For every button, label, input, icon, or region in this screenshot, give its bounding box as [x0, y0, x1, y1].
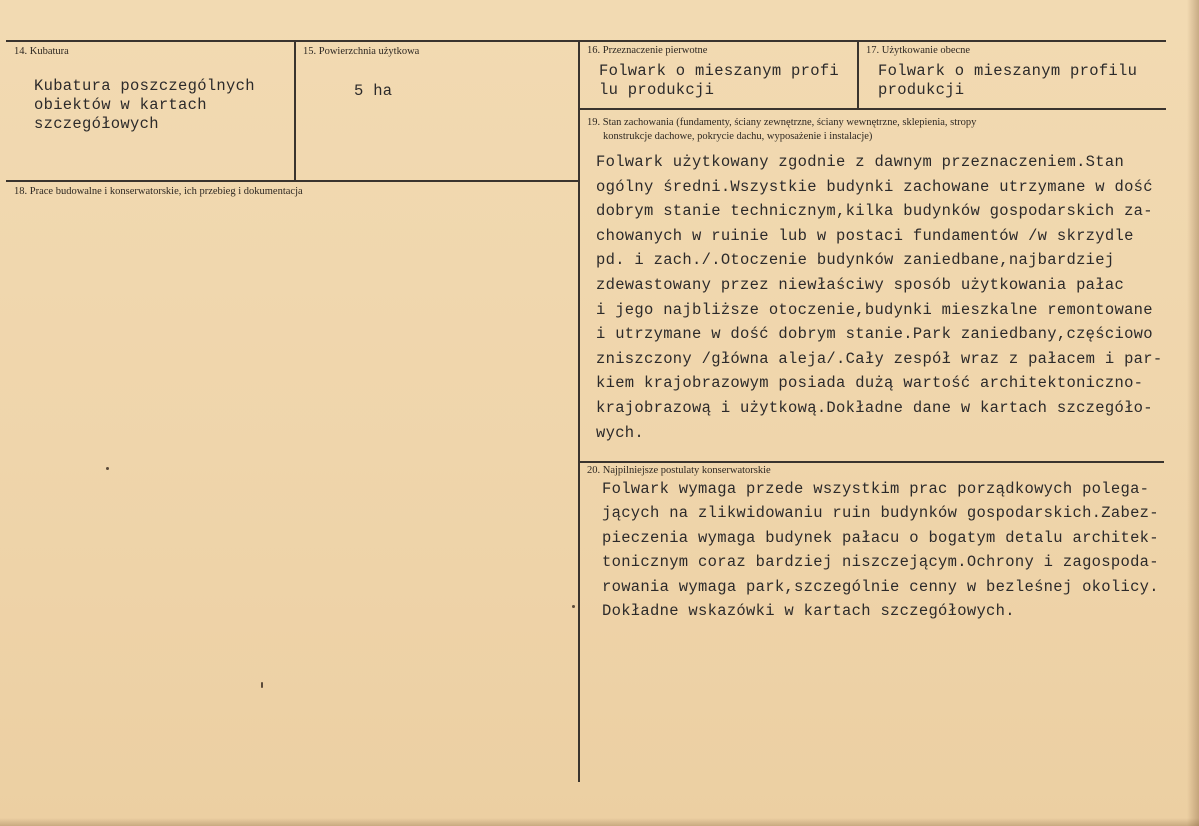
field-15-label: 15. Powierzchnia użytkowa: [303, 46, 420, 57]
paper-edge-right: [1187, 0, 1199, 826]
field-19-label: [587, 116, 976, 144]
rule-right-top: [578, 108, 1166, 110]
paper-speck: [106, 467, 109, 470]
field-20-line: jących na zlikwidowaniu ruin budynków gospodarskich.Zabez-: [602, 504, 1159, 523]
field-16-line: Folwark o mieszanym profi: [599, 62, 840, 80]
field-16-value: [599, 62, 839, 100]
field-19-label-line: konstrukcje dachowe, pokrycie dachu, wyposażenie i instalacje): [603, 131, 873, 142]
field-16-line: lu produkcji: [599, 81, 715, 99]
field-19-line: i utrzymane w dość dobrym stanie.Park zaniedbany,częściowo: [596, 325, 1153, 344]
paper-speck: [572, 605, 575, 608]
field-19-line: wych.: [596, 423, 645, 442]
field-19-line: i jego najbliższe otoczenie,budynki mieszkalne remontowane: [596, 300, 1153, 319]
field-17-line: Folwark o mieszanym profilu: [878, 62, 1138, 80]
field-14-label: 14. Kubatura: [14, 46, 69, 57]
field-14-line: Kubatura poszczególnych: [34, 77, 255, 95]
top-rule: [6, 40, 1166, 42]
rule-right-mid: [578, 461, 1164, 463]
field-14-line: obiektów w kartach: [34, 96, 207, 114]
main-divider: [578, 40, 580, 782]
field-16-label: 16. Przeznaczenie pierwotne: [587, 45, 708, 56]
field-19-line: kiem krajobrazowym posiada dużą wartość architektoniczno-: [596, 374, 1144, 393]
divider-16-17: [857, 40, 859, 108]
rule-left-mid: [6, 180, 578, 182]
divider-14-15: [294, 40, 296, 180]
field-19-line: pd. i zach./.Otoczenie budynków zaniedbane,najbardziej: [596, 251, 1115, 270]
field-17-value: [878, 62, 1137, 100]
field-19-line: zdewastowany przez niewłaściwy sposób użytkowania pałac: [596, 275, 1125, 294]
field-20-line: tonicznym coraz bardziej niszczejącym.Ochrony i zagospoda-: [602, 553, 1159, 572]
field-19-line: chowanych w ruinie lub w postaci fundamentów /w skrzydle: [596, 226, 1134, 245]
field-20-line: Dokładne wskazówki w kartach szczegółowych.: [602, 602, 1015, 621]
field-19-line: zniszczony /główna aleja/.Cały zespół wraz z pałacem i par-: [596, 349, 1163, 368]
field-19-value: [596, 150, 1163, 445]
field-17-line: produkcji: [878, 81, 965, 99]
field-19-line: krajobrazową i użytkową.Dokładne dane w kartach szczegóło-: [596, 398, 1153, 417]
field-19-line: dobrym stanie technicznym,kilka budynków gospodarskich za-: [596, 202, 1153, 221]
field-15-value: 5 ha: [354, 82, 393, 100]
field-19-line: Folwark użytkowany zgodnie z dawnym przeznaczeniem.Stan: [596, 153, 1125, 171]
field-19-label-line: 19. Stan zachowania (fundamenty, ściany zewnętrzne, ściany wewnętrzne, sklepienia, stropy: [587, 117, 977, 128]
field-18-label: 18. Prace budowalne i konserwatorskie, ich przebieg i dokumentacja: [14, 186, 303, 197]
field-14-line: szczegółowych: [34, 115, 159, 133]
field-20-label: 20. Najpilniejsze postulaty konserwatorskie: [587, 465, 771, 476]
field-20-line: pieczenia wymaga budynek pałacu o bogatym detalu architek-: [602, 528, 1159, 547]
paper-speck: [261, 682, 263, 688]
field-20-line: Folwark wymaga przede wszystkim prac porządkowych polega-: [602, 480, 1150, 498]
field-19-line: ogólny średni.Wszystkie budynki zachowane utrzymane w dość: [596, 177, 1153, 196]
field-20-value: [602, 477, 1159, 623]
field-17-label: 17. Użytkowanie obecne: [866, 45, 971, 56]
paper-edge-bottom: [0, 818, 1199, 826]
field-14-value: [34, 77, 255, 134]
field-20-line: rowania wymaga park,szczególnie cenny w bezleśnej okolicy.: [602, 577, 1159, 596]
